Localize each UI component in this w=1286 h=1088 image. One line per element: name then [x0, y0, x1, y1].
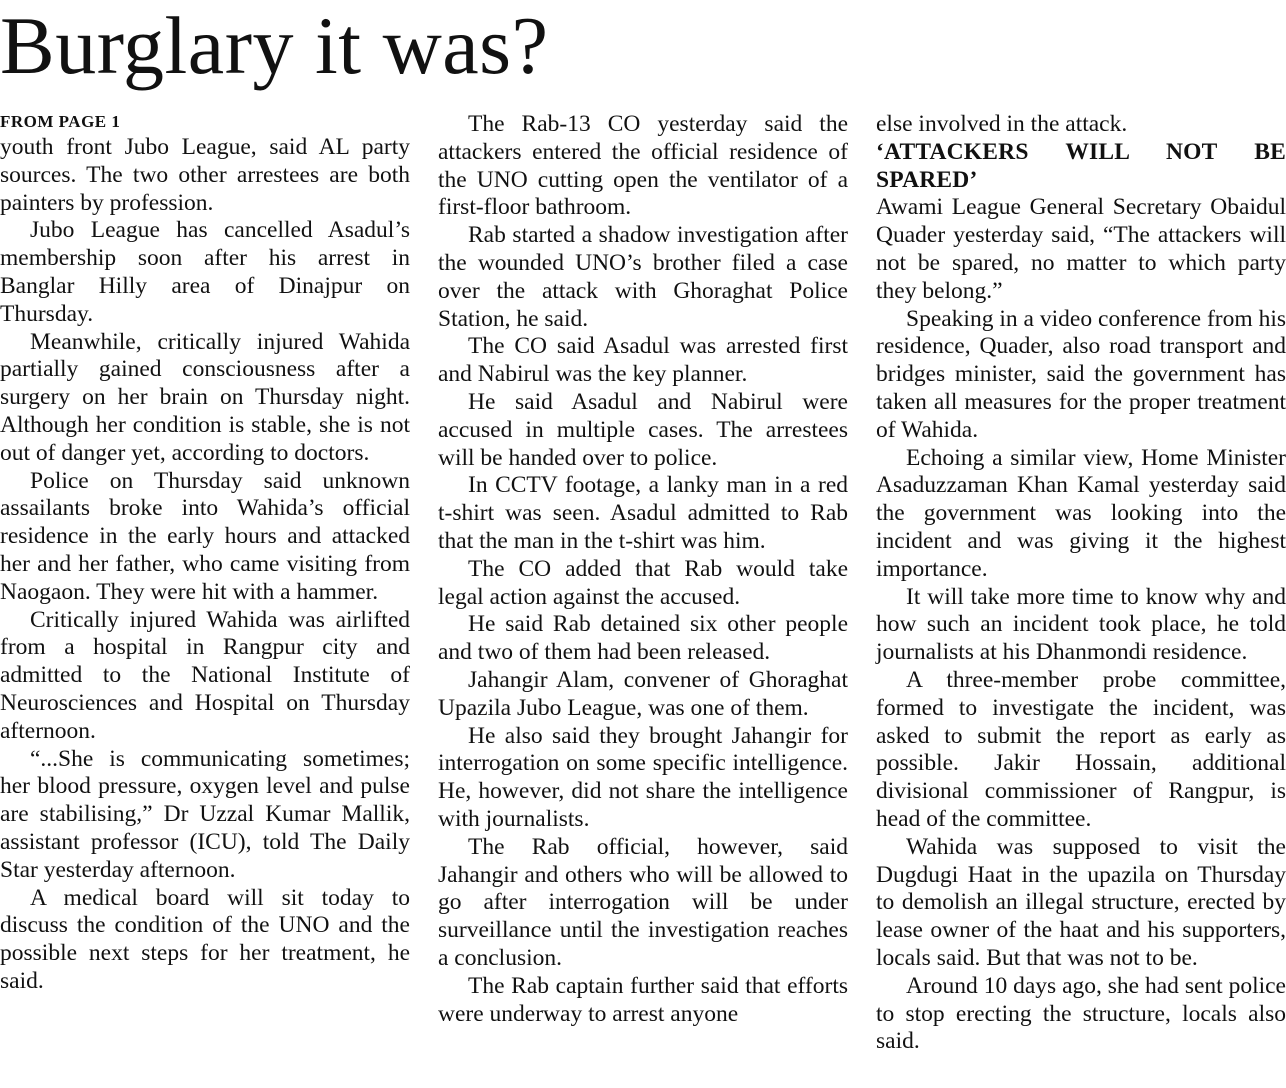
paragraph: A three-member probe committee, formed to investigate the incident, was asked to submit the report as early as possible. Jakir Hossain, additional divisional commissioner of Rangpur, is head of the committee.: [876, 666, 1286, 832]
subheading: ‘ATTACKERS WILL NOT BE SPARED’: [876, 138, 1286, 193]
paragraph: It will take more time to know why and how such an incident took place, he told journalists at his Dhanmondi residence.: [876, 583, 1286, 666]
paragraph: Wahida was supposed to visit the Dugdugi Haat in the upazila on Thursday to demolish an illegal structure, erected by lease owner of the haat and his supporters, locals said. But that was not to be.: [876, 833, 1286, 971]
paragraph: Jubo League has cancelled Asadul’s membership soon after his arrest in Banglar Hilly area of Dinajpur on Thursday.: [0, 217, 410, 327]
paragraph: A medical board will sit today to discuss the condition of the UNO and the possible next steps for her treatment, he said.: [0, 884, 410, 994]
paragraph: Speaking in a video conference from his residence, Quader, also road transport and bridges minister, said the government has taken all measures for the proper treatment of Wahida.: [876, 305, 1286, 443]
paragraph: youth front Jubo League, said AL party sources. The two other arrestees are both painters by profession.: [0, 134, 410, 216]
paragraph: Rab started a shadow investigation after the wounded UNO’s brother filed a case over the attack with Ghoraghat Police Station, he said.: [438, 222, 848, 332]
paragraph: else involved in the attack.: [876, 111, 1128, 137]
paragraph: He also said they brought Jahangir for interrogation on some specific intelligence. He, however, did not share the intelligence with journalists.: [438, 722, 848, 832]
paragraph: The CO added that Rab would take legal action against the accused.: [438, 555, 848, 610]
paragraph: The CO said Asadul was arrested first and Nabirul was the key planner.: [438, 333, 848, 388]
paragraph: In CCTV footage, a lanky man in a red t-shirt was seen. Asadul admitted to Rab that the man in the t-shirt was him.: [438, 472, 848, 554]
paragraph: Critically injured Wahida was airlifted from a hospital in Rangpur city and admitted to the National Institute of Neurosciences and Hospital on Thursday afternoon.: [0, 606, 410, 744]
article-column-1: [0, 110, 410, 996]
paragraph: Echoing a similar view, Home Minister Asaduzzaman Khan Kamal yesterday said the government was looking into the incident and was giving it the highest importance.: [876, 444, 1286, 582]
jump-line: FROM PAGE 1: [0, 112, 121, 131]
paragraph: Police on Thursday said unknown assailants broke into Wahida’s official residence in the early hours and attacked her and her father, who came visiting from Naogaon. They were hit with a hammer.: [0, 467, 410, 605]
paragraph: The Rab official, however, said Jahangir and others who will be allowed to go after interrogation will be under surveillance until the investigation reaches a conclusion.: [438, 833, 848, 971]
paragraph: “...She is communicating sometimes; her blood pressure, oxygen level and pulse are stabilising,” Dr Uzzal Kumar Mallik, assistant professor (ICU), told The Daily Star yesterday afternoon.: [0, 745, 410, 883]
paragraph: Meanwhile, critically injured Wahida partially gained consciousness after a surgery on her brain on Thursday night. Although her condition is stable, she is not out of danger yet, according to doctors.: [0, 328, 410, 466]
paragraph: He said Asadul and Nabirul were accused in multiple cases. The arrestees will be handed over to police.: [438, 388, 848, 471]
paragraph: The Rab captain further said that efforts were underway to arrest anyone: [438, 972, 848, 1027]
paragraph: Jahangir Alam, convener of Ghoraghat Upazila Jubo League, was one of them.: [438, 666, 848, 721]
paragraph: He said Rab detained six other people and two of them had been released.: [438, 611, 848, 666]
headline: Burglary it was?: [0, 0, 549, 91]
paragraph: Around 10 days ago, she had sent police to stop erecting the structure, locals also said.: [876, 972, 1286, 1055]
article-column-2: [438, 111, 848, 1028]
paragraph: The Rab-13 CO yesterday said the attackers entered the official residence of the UNO cutting open the ventilator of a first-floor bathroom.: [438, 111, 848, 221]
paragraph: Awami League General Secretary Obaidul Quader yesterday said, “The attackers will not be spared, no matter to which party they belong.”: [876, 194, 1286, 304]
article-column-3: [876, 111, 1286, 1056]
